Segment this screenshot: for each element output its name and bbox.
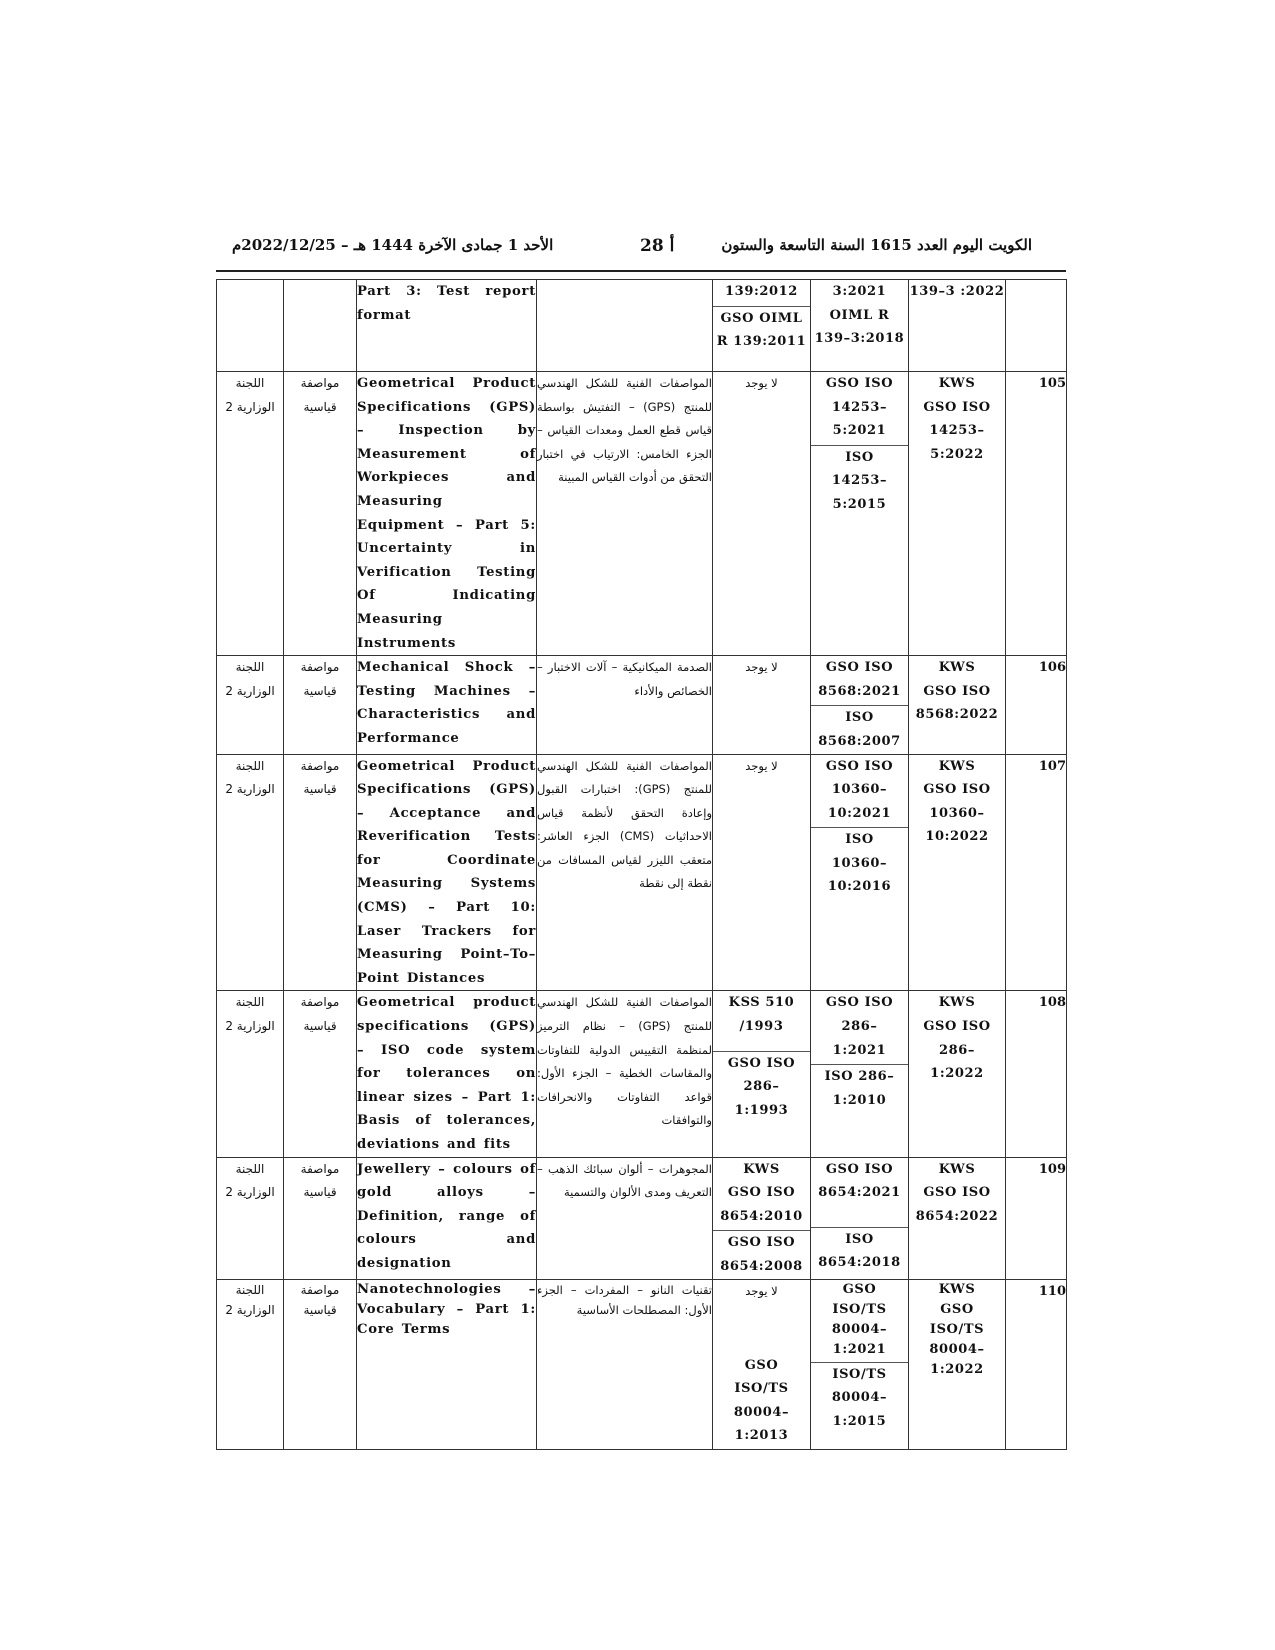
type-cell: مواصفة قياسية (284, 372, 357, 656)
kss-cell: لا يوجد (713, 372, 811, 656)
title-en-cell: Geometrical Product Specifications (GPS) – Inspection by Measurement of Workpieces and Measuring Equipment – Part 5: Uncertainty in Verification Testing Of Indicating Measuring Instruments (357, 372, 537, 656)
page-header (232, 236, 1032, 266)
number-cell: 107 (1006, 754, 1067, 991)
number-cell: 109 (1006, 1157, 1067, 1279)
number-cell: 105 (1006, 372, 1067, 656)
ref-cell: GSO ISO 10360– 10:2021 ISO 10360– 10:2016 (811, 754, 909, 991)
title-en-cell: Part 3: Test report format (357, 280, 537, 372)
title-ar-cell: المواصفات الفنية للشكل الهندسي للمنتج (GPS) – التفتيش بواسطة قياس قطع العمل ومعدات القياس – الجزء الخامس: الارتياب في اختبار التحقق من أدوات القياس المبينة (537, 372, 713, 656)
ref-cell: GSO ISO/TS 80004– 1:2021 ISO/TS 80004– 1:2015 (811, 1279, 909, 1449)
type-cell: مواصفة قياسية (284, 1157, 357, 1279)
kws-cell: KWS GSO ISO 286– 1:2022 (909, 991, 1006, 1157)
table-row (217, 372, 1067, 656)
ref-cell: GSO ISO 14253– 5:2021 ISO 14253– 5:2015 (811, 372, 909, 656)
committee-cell: اللجنة الوزارية 2 (217, 1157, 284, 1279)
title-ar-cell (537, 280, 713, 372)
table-row (217, 754, 1067, 991)
kss-cell: لا يوجد (713, 656, 811, 754)
title-ar-cell: المواصفات الفنية للشكل الهندسي للمنتج (GPS) – نظام الترميز لمنظمة التقييس الدولية للتفاوتات والمقاسات الخطية – الجزء الأول: قواعد التفاوتات والانحرافات والتوافقات (537, 991, 713, 1157)
kws-cell: 139–3 :2022 (909, 280, 1006, 372)
committee-cell: اللجنة الوزارية 2 (217, 656, 284, 754)
title-en-cell: Jewellery – colours of gold alloys – Definition, range of colours and designation (357, 1157, 537, 1279)
standards-table (216, 279, 1067, 1450)
header-issue: الكويت اليوم العدد 1615 السنة التاسعة والستون (721, 236, 1032, 254)
table-row (217, 1279, 1067, 1449)
header-page-number: أ 28 (640, 236, 675, 256)
title-ar-cell: تقنيات النانو – المفردات – الجزء الأول: المصطلحات الأساسية (537, 1279, 713, 1449)
title-ar-cell: المجوهرات – ألوان سبائك الذهب – التعريف ومدى الألوان والتسمية (537, 1157, 713, 1279)
kss-cell: لا يوجد GSO ISO/TS 80004– 1:2013 (713, 1279, 811, 1449)
ref-cell: GSO ISO 8568:2021 ISO 8568:2007 (811, 656, 909, 754)
type-cell: مواصفة قياسية (284, 1279, 357, 1449)
type-cell: مواصفة قياسية (284, 754, 357, 991)
committee-cell: اللجنة الوزارية 2 (217, 1279, 284, 1449)
title-en-cell: Geometrical Product Specifications (GPS) – Acceptance and Reverification Tests for Coordinate Measuring Systems (CMS) – Part 10: Laser Trackers for Measuring Point–To–Point Distances (357, 754, 537, 991)
title-ar-cell: الصدمة الميكانيكية – آلات الاختبار – الخصائص والأداء (537, 656, 713, 754)
ref-cell: 3:2021 OIML R 139–3:2018 (811, 280, 909, 372)
kws-cell: KWS GSO ISO 8568:2022 (909, 656, 1006, 754)
header-rule (216, 270, 1066, 272)
kss-cell: KSS 510 /1993 GSO ISO 286– 1:1993 (713, 991, 811, 1157)
number-cell: 106 (1006, 656, 1067, 754)
number-cell (1006, 280, 1067, 372)
kws-cell: KWS GSO ISO 10360– 10:2022 (909, 754, 1006, 991)
committee-cell: اللجنة الوزارية 2 (217, 991, 284, 1157)
number-cell: 108 (1006, 991, 1067, 1157)
number-cell: 110 (1006, 1279, 1067, 1449)
table-row (217, 991, 1067, 1157)
header-date: الأحد 1 جمادى الآخرة 1444 هـ – 2022/12/25م (232, 236, 554, 254)
table-row (217, 1157, 1067, 1279)
committee-cell (217, 280, 284, 372)
title-en-cell: Geometrical product specifications (GPS) – ISO code system for tolerances on linear sizes – Part 1: Basis of tolerances, deviations and fits (357, 991, 537, 1157)
kws-cell: KWS GSO ISO 14253– 5:2022 (909, 372, 1006, 656)
kws-cell: KWS GSO ISO 8654:2022 (909, 1157, 1006, 1279)
committee-cell: اللجنة الوزارية 2 (217, 754, 284, 991)
type-cell: مواصفة قياسية (284, 656, 357, 754)
type-cell: مواصفة قياسية (284, 991, 357, 1157)
kws-cell: KWS GSO ISO/TS 80004– 1:2022 (909, 1279, 1006, 1449)
title-ar-cell: المواصفات الفنية للشكل الهندسي للمنتج (GPS): اختبارات القبول وإعادة التحقق لأنظمة قياس الاحداثيات (CMS) الجزء العاشر: متعقب الليزر لقياس المسافات من نقطة إلى نقطة (537, 754, 713, 991)
kss-cell: 139:2012 GSO OIML R 139:2011 (713, 280, 811, 372)
table-row (217, 656, 1067, 754)
kss-cell: KWS GSO ISO 8654:2010 GSO ISO 8654:2008 (713, 1157, 811, 1279)
ref-cell: GSO ISO 8654:2021 ISO 8654:2018 (811, 1157, 909, 1279)
committee-cell: اللجنة الوزارية 2 (217, 372, 284, 656)
kss-cell: لا يوجد (713, 754, 811, 991)
type-cell (284, 280, 357, 372)
title-en-cell: Nanotechnologies – Vocabulary – Part 1: Core Terms (357, 1279, 537, 1449)
title-en-cell: Mechanical Shock – Testing Machines – Characteristics and Performance (357, 656, 537, 754)
ref-cell: GSO ISO 286– 1:2021 ISO 286– 1:2010 (811, 991, 909, 1157)
table-row-continuation (217, 280, 1067, 372)
